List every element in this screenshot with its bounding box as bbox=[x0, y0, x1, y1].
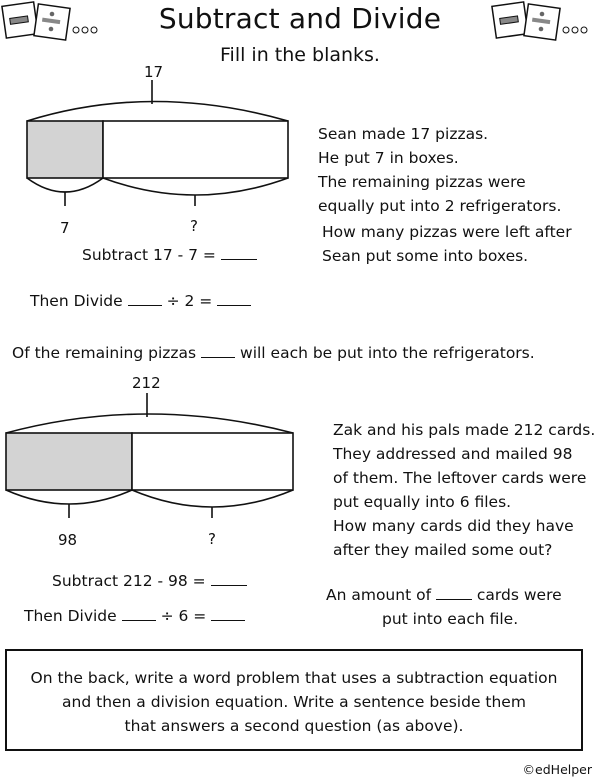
part-label-1: 7 bbox=[60, 219, 70, 237]
question-line: How many pizzas were left after bbox=[322, 223, 572, 241]
instructions-line: On the back, write a word problem that uses a subtraction equation bbox=[30, 669, 558, 687]
story-line: Sean made 17 pizzas. bbox=[318, 125, 489, 143]
subtract-text: Subtract 212 - 98 = bbox=[52, 572, 206, 590]
story-line: of them. The leftover cards were bbox=[333, 469, 587, 487]
subtract-equation-2 bbox=[52, 569, 247, 593]
story-line: after they mailed some out? bbox=[333, 541, 553, 559]
tape-diagram-1 bbox=[27, 80, 288, 206]
sentence-text: Of the remaining pizzas bbox=[12, 344, 197, 362]
instructions-line: that answers a second question (as above). bbox=[124, 717, 464, 735]
story-line: How many cards did they have bbox=[333, 517, 574, 535]
unknown-label-2: ? bbox=[208, 530, 216, 548]
answer-blank[interactable] bbox=[122, 604, 156, 621]
answer-blank[interactable] bbox=[221, 243, 257, 260]
subtract-text: Subtract 17 - 7 = bbox=[82, 246, 216, 264]
question-line: Sean put some into boxes. bbox=[322, 247, 529, 265]
subtract-equation-1 bbox=[82, 243, 257, 267]
answer-line-2: put into each file. bbox=[382, 610, 519, 628]
divide-text: Then Divide bbox=[24, 607, 117, 625]
unknown-label-1: ? bbox=[190, 217, 198, 235]
story-1 bbox=[318, 122, 561, 218]
answer-sentence-2 bbox=[326, 583, 562, 607]
answer-blank[interactable] bbox=[217, 289, 251, 306]
story-line: He put 7 in boxes. bbox=[318, 149, 459, 167]
sentence-1 bbox=[12, 341, 535, 365]
story-line: put equally into 6 files. bbox=[333, 493, 512, 511]
divide-text: ÷ 2 = bbox=[166, 292, 213, 310]
total-label-1: 17 bbox=[144, 63, 164, 81]
story-line: equally put into 2 refrigerators. bbox=[318, 197, 562, 215]
divide-text: Then Divide bbox=[30, 292, 123, 310]
story-line: The remaining pizzas were bbox=[318, 173, 526, 191]
copyright: ©edHelper bbox=[522, 762, 592, 777]
sentence-text: will each be put into the refrigerators. bbox=[240, 344, 535, 362]
story-2 bbox=[333, 418, 595, 562]
instructions-line: and then a division equation. Write a sentence beside them bbox=[62, 693, 526, 711]
page-title: Subtract and Divide bbox=[158, 2, 442, 35]
story-line: Zak and his pals made 212 cards. bbox=[333, 421, 596, 439]
answer-blank[interactable] bbox=[211, 604, 245, 621]
divide-equation-1 bbox=[30, 289, 251, 313]
page-subtitle: Fill in the blanks. bbox=[220, 44, 380, 66]
answer-text: cards were bbox=[476, 586, 562, 604]
instructions-text bbox=[5, 666, 583, 738]
answer-text: An amount of bbox=[326, 586, 432, 604]
divide-equation-2 bbox=[24, 604, 245, 628]
divide-text: ÷ 6 = bbox=[160, 607, 207, 625]
part-label-2: 98 bbox=[58, 531, 78, 549]
answer-blank[interactable] bbox=[128, 289, 162, 306]
answer-blank[interactable] bbox=[436, 583, 472, 600]
answer-blank[interactable] bbox=[201, 341, 235, 358]
total-label-2: 212 bbox=[132, 374, 161, 392]
story-line: They addressed and mailed 98 bbox=[333, 445, 573, 463]
answer-blank[interactable] bbox=[211, 569, 247, 586]
question-1 bbox=[322, 220, 572, 268]
tape-diagram-2 bbox=[6, 393, 293, 518]
